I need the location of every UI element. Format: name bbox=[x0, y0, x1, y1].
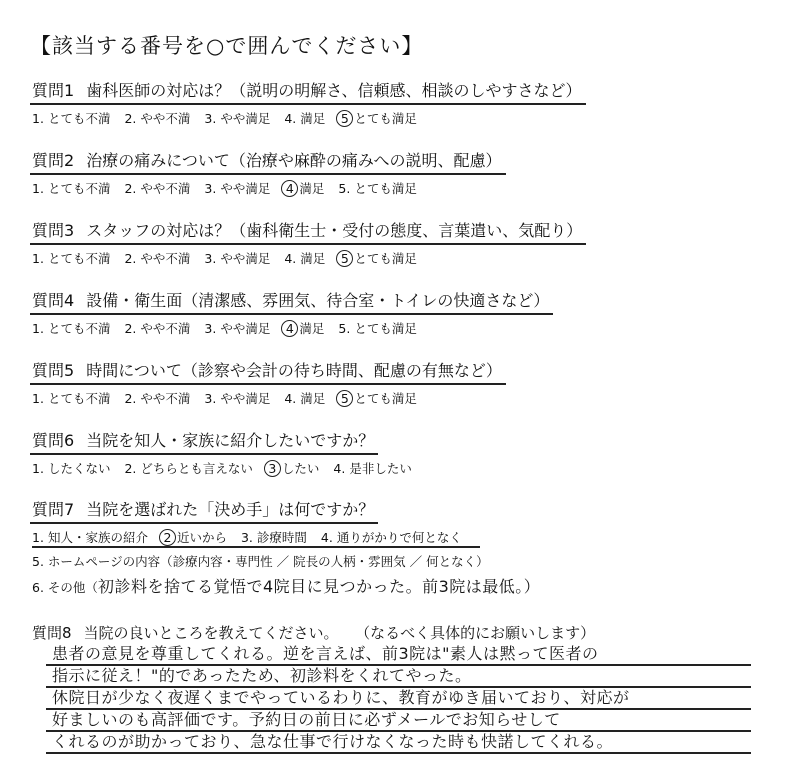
question-number: 質問4 bbox=[32, 291, 75, 310]
option-label: やや満足 bbox=[220, 321, 271, 336]
option-circled[interactable] bbox=[339, 109, 417, 127]
option-label: やや不満 bbox=[140, 251, 191, 266]
option[interactable] bbox=[284, 249, 325, 267]
option[interactable] bbox=[204, 389, 270, 407]
option-circled[interactable] bbox=[284, 319, 324, 337]
option-number: 3 bbox=[264, 460, 281, 477]
question-7-options-row3 bbox=[30, 574, 540, 597]
question-number: 質問7 bbox=[32, 500, 75, 519]
option-label: とても満足 bbox=[354, 251, 417, 266]
handwritten-answer: 初診料を捨てる覚悟で4院目に見つかった。前3院は最低。） bbox=[97, 577, 541, 596]
question-5 bbox=[30, 358, 506, 407]
option-label: したくない bbox=[47, 461, 111, 476]
option-label: とても不満 bbox=[47, 391, 111, 406]
option-number: 4. bbox=[284, 391, 297, 406]
question-7-heading bbox=[30, 497, 378, 524]
question-6 bbox=[30, 428, 426, 477]
option[interactable] bbox=[124, 389, 190, 407]
option-number: 2. bbox=[124, 251, 137, 266]
option[interactable] bbox=[284, 109, 325, 127]
handwritten-line: 指示に従え！"的であったため、初診料をくれてやった。 bbox=[46, 666, 751, 688]
option-label: どちらとも言えない bbox=[140, 461, 253, 476]
option-circled[interactable] bbox=[162, 528, 227, 546]
option-label: 満足 bbox=[299, 321, 325, 336]
option-number: 3. bbox=[204, 391, 217, 406]
answer-options bbox=[30, 249, 586, 267]
option-number: 1. bbox=[32, 251, 44, 266]
option-number: 1. bbox=[32, 530, 44, 545]
page-title: 【該当する番号を○で囲んでください】 bbox=[30, 34, 424, 58]
option-label: 近いから bbox=[176, 530, 227, 545]
option-number: 2. bbox=[124, 391, 137, 406]
option-number: 3. bbox=[204, 111, 217, 126]
option-number: 4. bbox=[284, 251, 297, 266]
option[interactable] bbox=[321, 528, 462, 546]
question-text: 時間について（診察や会計の待ち時間、配慮の有無など） bbox=[86, 361, 502, 380]
option-number: 2 bbox=[159, 529, 176, 546]
option-label: 知人・家族の紹介 bbox=[47, 530, 148, 545]
question-2 bbox=[30, 148, 506, 197]
answer-options bbox=[30, 389, 506, 407]
option-number: 1. bbox=[32, 111, 44, 126]
option-label: とても満足 bbox=[354, 111, 417, 126]
option-label: とても不満 bbox=[47, 111, 111, 126]
option-number: 2. bbox=[124, 111, 137, 126]
option-label: 満足 bbox=[299, 181, 325, 196]
option[interactable] bbox=[32, 528, 148, 546]
question-note: （なるべく具体的にお願いします） bbox=[362, 624, 596, 642]
option-circled[interactable] bbox=[339, 249, 417, 267]
question-text: スタッフの対応は？（歯科衛生士・受付の態度、言葉遣い、気配り） bbox=[86, 221, 583, 240]
option-number: 1. bbox=[32, 321, 44, 336]
question-7-options-row2 bbox=[30, 552, 540, 570]
question-text: 当院を知人・家族に紹介したいですか？ bbox=[86, 431, 375, 450]
option[interactable] bbox=[124, 249, 190, 267]
option[interactable] bbox=[124, 319, 190, 337]
option[interactable] bbox=[124, 459, 252, 477]
question-number: 質問3 bbox=[32, 221, 75, 240]
question-1 bbox=[30, 78, 586, 127]
option[interactable] bbox=[124, 179, 190, 197]
option-label: 満足 bbox=[300, 251, 326, 266]
option-label: やや不満 bbox=[140, 391, 191, 406]
option-label: やや不満 bbox=[140, 181, 191, 196]
question-number: 質問6 bbox=[32, 431, 75, 450]
option-number: 3. bbox=[204, 251, 217, 266]
question-8-heading bbox=[30, 622, 595, 643]
option-label: やや不満 bbox=[140, 111, 191, 126]
option-label: やや満足 bbox=[220, 111, 271, 126]
question-7 bbox=[30, 497, 540, 597]
question-7-row1-underline bbox=[32, 528, 480, 548]
option[interactable] bbox=[204, 179, 270, 197]
option[interactable] bbox=[284, 389, 325, 407]
option[interactable] bbox=[124, 109, 190, 127]
option-number: 5. bbox=[338, 321, 351, 336]
option[interactable] bbox=[32, 459, 110, 477]
option-label: とても不満 bbox=[47, 251, 111, 266]
option-number: 1. bbox=[32, 461, 44, 476]
option[interactable] bbox=[338, 179, 416, 197]
option-label: とても不満 bbox=[47, 181, 111, 196]
answer-options bbox=[30, 109, 586, 127]
option-label: とても満足 bbox=[354, 181, 417, 196]
question-4-heading bbox=[30, 288, 553, 315]
question-number: 質問2 bbox=[32, 151, 75, 170]
option-number: 2. bbox=[124, 321, 137, 336]
question-text: 歯科医師の対応は？（説明の明解さ、信頼感、相談のしやすさなど） bbox=[86, 81, 582, 100]
option[interactable] bbox=[204, 319, 270, 337]
option-number: 5. bbox=[32, 554, 44, 569]
option-number: 1. bbox=[32, 181, 44, 196]
option-label: やや満足 bbox=[220, 181, 271, 196]
option-number: 5 bbox=[336, 250, 353, 267]
option[interactable] bbox=[204, 249, 270, 267]
option[interactable] bbox=[32, 109, 110, 127]
option-label: 満足 bbox=[300, 111, 326, 126]
option-number: 4 bbox=[281, 180, 298, 197]
option-circled[interactable] bbox=[339, 389, 417, 407]
question-number: 質問8 bbox=[32, 624, 72, 642]
handwritten-comment-box bbox=[46, 644, 751, 754]
option-label: したい bbox=[281, 461, 320, 476]
question-2-heading bbox=[30, 148, 506, 175]
option[interactable] bbox=[338, 319, 416, 337]
option-number: 6. bbox=[32, 580, 44, 595]
option[interactable] bbox=[32, 249, 110, 267]
question-4 bbox=[30, 288, 553, 337]
handwritten-line: 好ましいのも高評価です。予約日の前日に必ずメールでお知らせして bbox=[46, 710, 751, 732]
question-text: 当院を選ばれた「決め手」は何ですか？ bbox=[86, 500, 375, 519]
option-number: 5 bbox=[336, 390, 353, 407]
option-label: その他（ bbox=[47, 580, 98, 595]
option[interactable] bbox=[32, 389, 110, 407]
option-label: 通りがかりで何となく bbox=[336, 530, 462, 545]
option-number: 3. bbox=[240, 530, 253, 545]
option-number: 2. bbox=[124, 181, 137, 196]
option-label: 満足 bbox=[300, 391, 326, 406]
handwritten-line: 休院日が少なく夜遅くまでやっているわりに、教育がゆき届いており、対応が bbox=[46, 688, 751, 710]
option-number: 4 bbox=[281, 320, 298, 337]
question-text: 当院の良いところを教えてください。 bbox=[83, 624, 339, 642]
option-label: とても不満 bbox=[47, 321, 111, 336]
option[interactable] bbox=[241, 528, 307, 546]
option-label: とても満足 bbox=[354, 391, 417, 406]
option-number: 5. bbox=[338, 181, 351, 196]
option-number: 5 bbox=[336, 110, 353, 127]
option-number: 4. bbox=[284, 111, 297, 126]
handwritten-line: くれるのが助かっており、急な仕事で行けなくなった時も快諾してくれる。 bbox=[46, 732, 751, 754]
option-circled[interactable] bbox=[284, 179, 324, 197]
question-number: 質問5 bbox=[32, 361, 75, 380]
option-number: 2. bbox=[124, 461, 137, 476]
option-number: 4. bbox=[333, 461, 346, 476]
question-number: 質問1 bbox=[32, 81, 75, 100]
answer-options bbox=[30, 459, 426, 477]
option[interactable] bbox=[333, 459, 411, 477]
option-label: ホームページの内容（診療内容・専門性 ／ 院長の人柄・雰囲気 ／ 何となく） bbox=[47, 554, 489, 569]
answer-options bbox=[30, 319, 553, 337]
question-3-heading bbox=[30, 218, 586, 245]
option[interactable] bbox=[32, 179, 110, 197]
option-label: 診療時間 bbox=[256, 530, 307, 545]
option-number: 3. bbox=[204, 181, 217, 196]
option-number: 3. bbox=[204, 321, 217, 336]
question-8 bbox=[30, 622, 595, 643]
option-number: 1. bbox=[32, 391, 44, 406]
question-text: 設備・衛生面（清潔感、雰囲気、待合室・トイレの快適さなど） bbox=[86, 291, 550, 310]
option-number: 4. bbox=[320, 530, 333, 545]
option-label: とても満足 bbox=[354, 321, 417, 336]
option-label: やや満足 bbox=[220, 251, 271, 266]
handwritten-line: 患者の意見を尊重してくれる。逆を言えば、前3院は"素人は黙って医者の bbox=[46, 644, 751, 666]
question-1-heading bbox=[30, 78, 586, 105]
question-text: 治療の痛みについて（治療や麻酔の痛みへの説明、配慮） bbox=[86, 151, 502, 170]
option[interactable] bbox=[32, 319, 110, 337]
question-3 bbox=[30, 218, 586, 267]
option-label: 是非したい bbox=[349, 461, 412, 476]
answer-options bbox=[30, 179, 506, 197]
question-7-options-row1 bbox=[30, 528, 540, 548]
question-6-heading bbox=[30, 428, 378, 455]
option-label: やや満足 bbox=[220, 391, 271, 406]
question-5-heading bbox=[30, 358, 506, 385]
option-circled[interactable] bbox=[267, 459, 320, 477]
option-label: やや不満 bbox=[140, 321, 191, 336]
option[interactable] bbox=[204, 109, 270, 127]
